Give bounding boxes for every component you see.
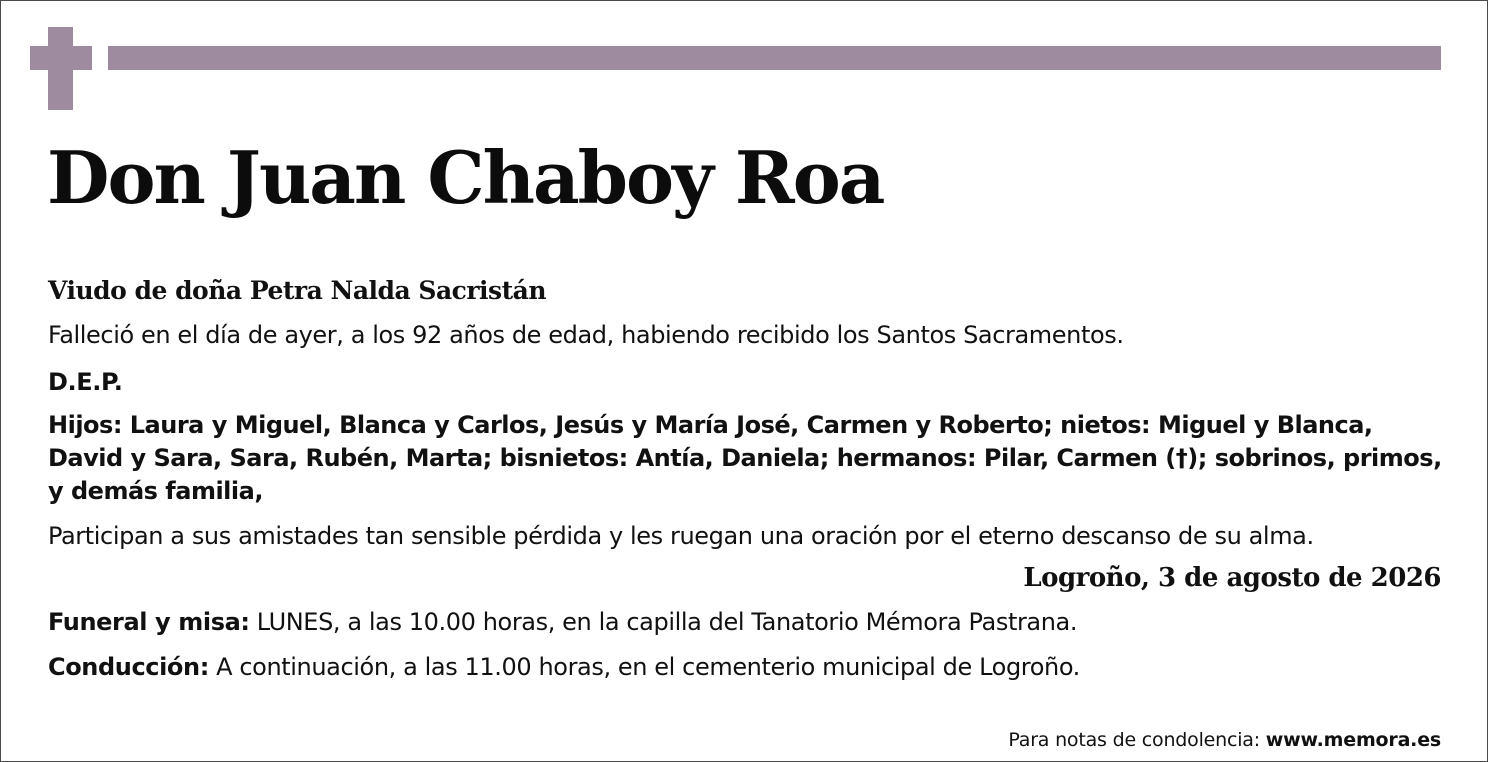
procession-label: Conducción: (48, 653, 209, 681)
condolence-footer (1008, 726, 1441, 754)
announcement: Participan a sus amistades tan sensible pérdida y les ruegan una oración por el eterno descanso de su alma. (48, 522, 1314, 550)
death-notice: Falleció en el día de ayer, a los 92 años de edad, habiendo recibido los Santos Sacramentos. (48, 321, 1124, 349)
procession-info (48, 651, 1080, 684)
funeral-info (48, 606, 1077, 639)
place-date: Logroño, 3 de agosto de 2026 (1023, 563, 1441, 593)
family-list: Hijos: Laura y Miguel, Blanca y Carlos, Jesús y María José, Carmen y Roberto; nietos: Miguel y Blanca, David y Sara, Sara, Rubén, Marta; bisnietos: Antía, Daniela; hermanos: Pilar, Carmen (†); sobrinos, primos, y demás familia, (48, 411, 1442, 505)
footer-text: Para notas de condolencia: (1008, 729, 1266, 751)
rip-text: D.E.P. (48, 368, 123, 396)
cross-horizontal-bar (30, 46, 92, 70)
deceased-name: Don Juan Chaboy Roa (47, 135, 884, 220)
funeral-label: Funeral y misa: (48, 608, 250, 636)
header-rule (108, 46, 1441, 70)
widower-line: Viudo de doña Petra Nalda Sacristán (48, 276, 547, 305)
footer-url[interactable]: www.memora.es (1265, 729, 1441, 751)
funeral-text: LUNES, a las 10.00 horas, en la capilla del Tanatorio Mémora Pastrana. (249, 608, 1078, 636)
procession-text: A continuación, a las 11.00 horas, en el cementerio municipal de Logroño. (208, 653, 1080, 681)
